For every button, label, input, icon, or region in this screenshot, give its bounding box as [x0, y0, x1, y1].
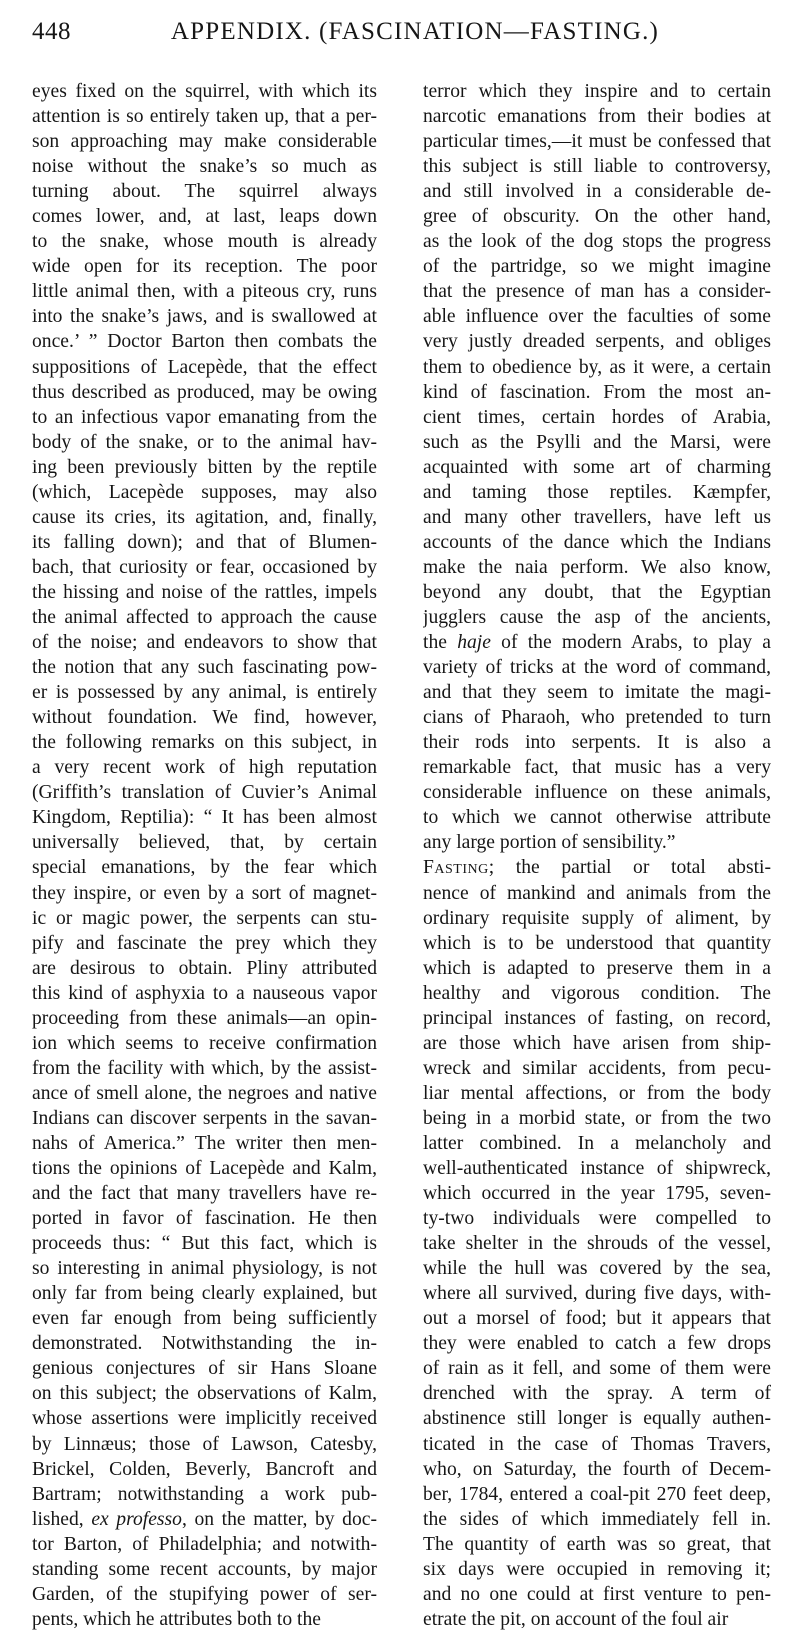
text-line: the animal affected to approach the cause: [32, 606, 377, 628]
text-line: kind of fascination. From the most an-: [423, 381, 771, 403]
text-line: able influence over the faculties of some: [423, 306, 771, 328]
text-line: gree of obscurity. On the other hand,: [423, 206, 771, 228]
text-line: standing some recent accounts, by major: [32, 1558, 377, 1580]
text-line: into the snake’s jaws, and is swallowed at: [32, 306, 377, 328]
text-line: ty-two individuals were compelled to: [423, 1208, 771, 1230]
text-run: lished,: [32, 1508, 92, 1530]
text-line: attention is so entirely taken up, that a per-: [32, 106, 377, 128]
text-line: suppositions of Lacepède, that the effect: [32, 356, 377, 378]
text-line: and that they seem to imitate the magi-: [423, 682, 771, 704]
text-line: to an infectious vapor emanating from the: [32, 406, 377, 428]
text-line: the notion that any such fascinating pow-: [32, 657, 377, 679]
text-line: abstinence still longer is equally authen-: [423, 1408, 771, 1430]
text-line: (Griffith’s translation of Cuvier’s Animal: [32, 782, 377, 804]
text-line: proceeds thus: “ But this fact, which is: [32, 1233, 377, 1255]
running-head: [26, 18, 774, 54]
text-line: Indians can discover serpents in the savan-: [32, 1107, 377, 1129]
italic-phrase: ex professo: [91, 1508, 182, 1530]
text-line: as the look of the dog stops the progress: [423, 231, 771, 253]
text-line: only far from being clearly explained, but: [32, 1283, 377, 1305]
text-line: without foundation. We find, however,: [32, 707, 377, 729]
text-line: such as the Psylli and the Marsi, were: [423, 431, 771, 453]
text-line: ber, 1784, entered a coal-pit 270 feet deep,: [423, 1483, 771, 1505]
text-line: which is to be understood that quantity: [423, 932, 771, 954]
text-line: where all survived, during five days, with-: [423, 1283, 771, 1305]
text-line: very justly dreaded serpents, and obliges: [423, 331, 771, 353]
text-line: and no one could at first venture to pen-: [423, 1583, 771, 1605]
text-line: while the hull was covered by the sea,: [423, 1258, 771, 1280]
text-line: variety of tricks at the word of command,: [423, 657, 771, 679]
text-line: etrate the pit, on account of the foul air: [423, 1608, 729, 1630]
text-line: terror which they inspire and to certain: [423, 81, 771, 102]
text-line: comes lower, and, at last, leaps down: [32, 206, 377, 228]
text-line: turning about. The squirrel always: [32, 181, 377, 203]
text-line: of rain as it fell, and some of them were: [423, 1358, 771, 1380]
text-run: ; the partial or total absti-: [488, 857, 771, 879]
text-line: Bartram; notwithstanding a work pub-: [32, 1483, 377, 1505]
text-line: this kind of asphyxia to a nauseous vapor: [32, 982, 377, 1004]
text-line: universally believed, that, by certain: [32, 832, 377, 854]
text-line: are desirous to obtain. Pliny attributed: [32, 957, 377, 979]
text-line: to which we cannot otherwise attribute: [423, 807, 771, 829]
text-line: six days were occupied in removing it;: [423, 1558, 771, 1580]
text-line: that the presence of man has a consider-: [423, 281, 771, 303]
text-line: pents, which he attributes both to the: [32, 1608, 321, 1630]
text-line: this subject is still liable to controversy,: [423, 156, 771, 178]
text-line: [423, 855, 771, 880]
page-number: 448: [32, 18, 71, 45]
text-line: of the partridge, so we might imagine: [423, 256, 771, 278]
text-line: on this subject; the observations of Kalm,: [32, 1383, 377, 1405]
text-line: (which, Lacepède supposes, may also: [32, 481, 377, 503]
text-line: ticated in the case of Thomas Travers,: [423, 1433, 771, 1455]
text-line: are those which have arisen from ship-: [423, 1032, 771, 1054]
text-line: whose assertions were implicitly received: [32, 1408, 377, 1430]
text-line: nahs of America.” The writer then men-: [32, 1132, 377, 1154]
text-line: thus described as produced, may be owing: [32, 381, 377, 403]
text-line: cians of Pharaoh, who pretended to turn: [423, 707, 771, 729]
text-line: which occurred in the year 1795, seven-: [423, 1183, 771, 1205]
text-line: of the noise; and endeavors to show that: [32, 632, 377, 654]
text-line: [32, 1507, 377, 1532]
left-column: [32, 79, 377, 1632]
entry-headword: Fasting: [423, 857, 489, 879]
text-line: and taming those reptiles. Kæmpfer,: [423, 481, 771, 503]
text-line: demonstrated. Notwithstanding the in-: [32, 1333, 377, 1355]
text-line: noise without the snake’s so much as: [32, 156, 377, 178]
text-line: Kingdom, Reptilia): “ It has been almost: [32, 807, 377, 829]
text-line: ordinary requisite supply of aliment, by: [423, 907, 771, 929]
running-title: APPENDIX. (FASCINATION—FASTING.): [170, 18, 660, 45]
text-line: which is adapted to preserve them in a: [423, 957, 771, 979]
text-line: nence of mankind and animals from the: [423, 882, 771, 904]
right-column: [423, 79, 771, 1632]
text-line: tions the opinions of Lacepède and Kalm,: [32, 1158, 377, 1180]
text-line: wreck and similar accidents, from pecu-: [423, 1057, 771, 1079]
text-line: they were enabled to catch a few drops: [423, 1333, 771, 1355]
text-line: the hissing and noise of the rattles, impels: [32, 581, 377, 603]
text-line: narcotic emanations from their bodies at: [423, 106, 771, 128]
text-line: the following remarks on this subject, in: [32, 732, 377, 754]
text-line: to the snake, whose mouth is already: [32, 231, 377, 253]
text-line: liar mental affections, or from the body: [423, 1082, 771, 1104]
text-line: and the fact that many travellers have re-: [32, 1183, 377, 1205]
text-line: bach, that curiosity or fear, occasioned by: [32, 556, 377, 578]
text-line: being in a morbid state, or from the two: [423, 1107, 771, 1129]
text-run: the: [423, 632, 458, 654]
text-line: out a morsel of food; but it appears that: [423, 1308, 771, 1330]
text-line: once.’ ” Doctor Barton then combats the: [32, 331, 377, 353]
text-line: latter combined. In a melancholy and: [423, 1132, 771, 1154]
text-line: a very recent work of high reputation: [32, 757, 377, 779]
text-line: and still involved in a considerable de-: [423, 181, 771, 203]
text-line: body of the snake, or to the animal hav-: [32, 431, 377, 453]
text-line: particular times,—it must be confessed that: [423, 131, 771, 153]
text-line: its falling down); and that of Blumen-: [32, 531, 377, 553]
text-line: considerable influence on these animals,: [423, 782, 771, 804]
text-line: the sides of which immediately fell in.: [423, 1508, 771, 1530]
text-run: of the modern Arabs, to play a: [490, 632, 771, 654]
text-line: cient times, certain hordes of Arabia,: [423, 406, 771, 428]
text-line: beyond any doubt, that the Egyptian: [423, 581, 771, 603]
italic-word: haje: [457, 632, 491, 654]
text-line: er is possessed by any animal, is entirely: [32, 682, 377, 704]
text-line: accounts of the dance which the Indians: [423, 531, 771, 553]
text-line: ic or magic power, the serpents can stu-: [32, 907, 377, 929]
text-line: eyes fixed on the squirrel, with which its: [32, 81, 377, 102]
text-line: ion which seems to receive confirmation: [32, 1032, 377, 1054]
text-line: so interesting in animal physiology, is not: [32, 1258, 377, 1280]
text-line: drenched with the spray. A term of: [423, 1383, 771, 1405]
text-line: they inspire, or even by a sort of magnet-: [32, 882, 377, 904]
text-line: healthy and vigorous condition. The: [423, 982, 771, 1004]
text-line: well-authenticated instance of shipwreck,: [423, 1158, 771, 1180]
text-line: their rods into serpents. It is also a: [423, 732, 771, 754]
text-line: The quantity of earth was so great, that: [423, 1533, 771, 1555]
text-line: and many other travellers, have left us: [423, 506, 771, 528]
text-run: , on the matter, by doc-: [181, 1508, 377, 1530]
text-line: little animal then, with a piteous cry, runs: [32, 281, 377, 303]
text-line: them to obedience by, as it were, a certain: [423, 356, 771, 378]
text-line: take shelter in the shrouds of the vessel,: [423, 1233, 771, 1255]
text-line: genious conjectures of sir Hans Sloane: [32, 1358, 377, 1380]
text-line: ported in favor of fascination. He then: [32, 1208, 377, 1230]
text-line: pify and fascinate the prey which they: [32, 932, 377, 954]
text-line: ing been previously bitten by the reptile: [32, 456, 377, 478]
text-line: special emanations, by the fear which: [32, 857, 377, 879]
text-line: any large portion of sensibility.”: [423, 832, 676, 854]
text-line: who, on Saturday, the fourth of Decem-: [423, 1458, 771, 1480]
text-line: cause its cries, its agitation, and, finally,: [32, 506, 377, 528]
text-line: make the naia perform. We also know,: [423, 556, 771, 578]
text-line: ance of smell alone, the negroes and native: [32, 1082, 377, 1104]
text-line: proceeding from these animals—an opin-: [32, 1007, 377, 1029]
text-line: remarkable fact, that music has a very: [423, 757, 771, 779]
text-line: acquainted with some art of charming: [423, 456, 771, 478]
text-line: Brickel, Colden, Beverly, Bancroft and: [32, 1458, 377, 1480]
text-line: from the facility with which, by the assist-: [32, 1057, 377, 1079]
text-line: principal instances of fasting, on record,: [423, 1007, 771, 1029]
text-line: son approaching may make considerable: [32, 131, 377, 153]
text-line: jugglers cause the asp of the ancients,: [423, 606, 771, 628]
text-line: tor Barton, of Philadelphia; and notwith-: [32, 1533, 377, 1555]
text-line: [423, 630, 771, 655]
text-line: Garden, of the stupifying power of ser-: [32, 1583, 377, 1605]
text-line: wide open for its reception. The poor: [32, 256, 377, 278]
text-line: even far enough from being sufficiently: [32, 1308, 377, 1330]
text-line: by Linnæus; those of Lawson, Catesby,: [32, 1433, 377, 1455]
